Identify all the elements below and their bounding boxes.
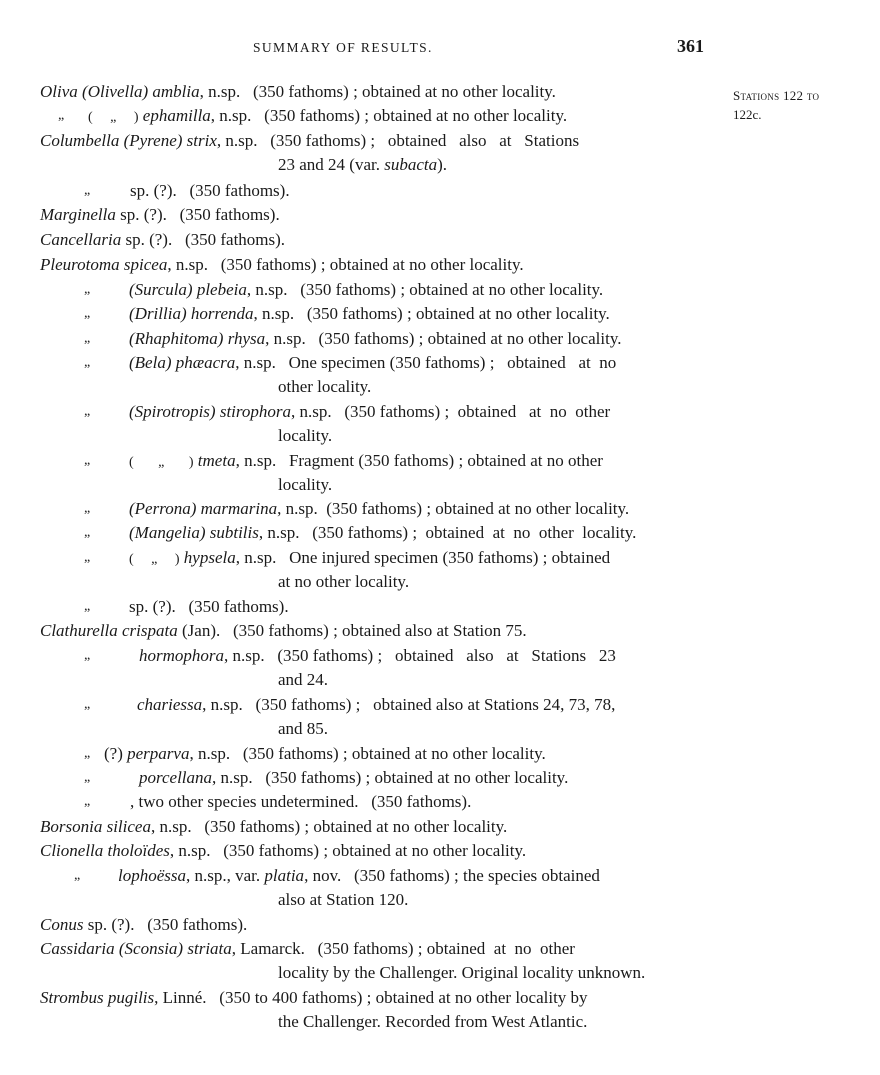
subgenus-name: (Spirotropis)	[129, 402, 216, 421]
entry-text	[129, 521, 636, 545]
subgenus-name: (Drillia)	[129, 304, 187, 323]
ditto-mark: „	[74, 868, 81, 883]
species-entry	[0, 937, 880, 961]
genus-name: Marginella	[40, 205, 116, 224]
species-entry	[0, 839, 880, 863]
species-name: amblia	[152, 82, 200, 101]
entry-details: sp. (?). (350 fathoms).	[129, 597, 289, 616]
species-entry	[0, 278, 880, 302]
species-name: stirophora	[219, 402, 291, 421]
ditto-mark: „	[84, 183, 91, 198]
entry-text	[40, 228, 285, 252]
subgenus-name: (Mangelia)	[129, 523, 206, 542]
continuation-line	[0, 888, 880, 912]
entry-text	[278, 888, 408, 912]
continuation-text: and 85.	[278, 719, 329, 738]
species-entry	[0, 253, 880, 277]
species-entry	[0, 644, 880, 668]
continuation-text: locality.	[278, 475, 333, 494]
species-name: strix	[186, 131, 217, 150]
variety-name: subacta	[384, 155, 438, 174]
entry-text	[40, 129, 579, 153]
species-entry	[0, 521, 880, 545]
entry-text	[40, 815, 507, 839]
species-entry	[0, 693, 880, 717]
entry-details: , n.sp. (350 fathoms) ; obtained at no other locality.	[212, 768, 569, 787]
genus-name: Strombus pugilis	[40, 988, 155, 1007]
ditto-mark: „	[84, 404, 91, 419]
variety-name: platia	[264, 866, 305, 885]
entry-text	[40, 937, 575, 961]
ditto-mark: „	[84, 501, 91, 516]
continuation-text: and 24.	[278, 670, 329, 689]
genus-name: Cancellaria	[40, 230, 122, 249]
entry-details: , n.sp. (350 fathoms) ; obtained at no other locality.	[169, 841, 527, 860]
species-name: perparva	[127, 744, 190, 763]
margin-note-line: 122c.	[733, 107, 762, 122]
entry-text	[129, 278, 603, 302]
species-name: ephamilla	[142, 106, 211, 125]
entry-text	[129, 449, 603, 475]
entry-details: , n.sp. (350 fathoms) ; obtained also at Stations 24, 73, 78,	[202, 695, 616, 714]
continuation-text: other locality.	[278, 377, 372, 396]
entry-text	[278, 153, 447, 177]
entry-details: , n.sp. (350 fathoms) ; obtained at no other locality.	[246, 280, 604, 299]
species-name: porcellana	[139, 768, 213, 787]
entry-details: , Linné. (350 to 400 fathoms) ; obtained at no other locality by	[154, 988, 588, 1007]
species-entry	[0, 203, 880, 227]
entry-text	[130, 179, 290, 203]
entry-text	[118, 864, 600, 888]
species-entry	[0, 104, 880, 128]
subgenus-name: (Olivella)	[82, 82, 149, 101]
entry-details: , n.sp. (350 fathoms) ; obtained at no other locality.	[253, 304, 610, 323]
entry-details: , n.sp. (350 fathoms) ; obtained also at Stations	[216, 131, 580, 150]
entry-text	[129, 595, 289, 619]
continuation-line	[0, 424, 880, 448]
entry-details: , n.sp. (350 fathoms) ; obtained at no other locality.	[277, 499, 630, 518]
ditto-mark: „	[84, 746, 91, 761]
ditto-subgenus: ( „ )	[129, 552, 180, 567]
subgenus-name: (Bela)	[129, 353, 172, 372]
species-name: tmeta	[197, 451, 236, 470]
entry-text	[278, 717, 328, 741]
species-name: hypsela	[183, 548, 236, 567]
entry-details: , n.sp., var.	[186, 866, 265, 885]
entry-text	[278, 1010, 587, 1034]
entry-details: , n.sp. (350 fathoms) ; obtained at no other locality.	[167, 255, 524, 274]
entry-text	[278, 473, 332, 497]
query-prefix: (?)	[104, 744, 128, 763]
species-entry	[0, 546, 880, 570]
entry-details: , n.sp. (350 fathoms) ; obtained at no other	[291, 402, 611, 421]
ditto-mark: „	[84, 306, 91, 321]
ditto-mark: „	[84, 599, 91, 614]
entry-details: , n.sp. One specimen (350 fathoms) ; obtained at no	[235, 353, 617, 372]
genus-name: Columbella	[40, 131, 120, 150]
genus-name: Clathurella crispata	[40, 621, 178, 640]
species-entry	[0, 129, 880, 153]
continuation-line	[0, 153, 880, 177]
species-entry	[0, 228, 880, 252]
entry-text	[139, 766, 568, 790]
species-entry	[0, 913, 880, 937]
entry-text	[40, 839, 526, 863]
continuation-text: locality.	[278, 426, 333, 445]
species-name: plebeia	[196, 280, 247, 299]
subgenus-name: (Perrona)	[129, 499, 197, 518]
subgenus-name: (Rhaphitoma)	[129, 329, 224, 348]
ditto-mark: „	[84, 453, 91, 468]
species-entry	[0, 815, 880, 839]
entry-details: , n.sp. One injured specimen (350 fathoms) ; obtained	[235, 548, 611, 567]
species-entry	[0, 449, 880, 473]
entry-details: , n.sp. (350 fathoms) ; obtained at no other locality.	[189, 744, 546, 763]
entry-text	[129, 400, 610, 424]
ditto-mark: „	[84, 525, 91, 540]
entry-details: , n.sp. (350 fathoms) ; obtained at no other locality.	[210, 106, 568, 125]
entry-details: , n.sp. (350 fathoms) ; obtained at no other locality.	[265, 329, 622, 348]
continuation-line	[0, 717, 880, 741]
entry-text	[129, 351, 616, 375]
ditto-mark: „	[84, 282, 91, 297]
continuation-text: at no other locality.	[278, 572, 410, 591]
entry-details: , n.sp. Fragment (350 fathoms) ; obtained at no other	[235, 451, 603, 470]
species-entry	[0, 80, 880, 104]
entry-text	[278, 424, 332, 448]
species-entry	[0, 179, 880, 203]
species-entry	[0, 400, 880, 424]
continuation-text: 23 and 24 (var.	[278, 155, 385, 174]
entry-details: , n.sp. (350 fathoms) ; obtained also at Stations 23	[224, 646, 616, 665]
entry-details: sp. (?). (350 fathoms).	[115, 205, 280, 224]
entry-text	[129, 497, 629, 521]
species-name: horrenda	[190, 304, 254, 323]
species-name: striata	[187, 939, 232, 958]
continuation-line	[0, 473, 880, 497]
continuation-line	[0, 375, 880, 399]
genus-name: Borsonia silicea	[40, 817, 151, 836]
running-title: SUMMARY OF RESULTS.	[253, 40, 433, 55]
entry-text	[40, 203, 280, 227]
species-entry	[0, 327, 880, 351]
genus-name: Conus	[40, 915, 84, 934]
species-name: chariessa	[137, 695, 203, 714]
ditto-mark: „	[58, 108, 65, 123]
entry-details: , n.sp. (350 fathoms) ; obtained at no other locality.	[150, 817, 508, 836]
continuation-line	[0, 961, 880, 985]
species-name: marmarina	[200, 499, 278, 518]
continuation-text: the Challenger. Recorded from West Atlantic.	[278, 1012, 588, 1031]
entry-text	[40, 619, 527, 643]
genus-name: Cassidaria	[40, 939, 115, 958]
continuation-text: also at Station 120.	[278, 890, 409, 909]
entry-text	[129, 546, 610, 572]
entry-details: sp. (?). (350 fathoms).	[121, 230, 286, 249]
species-entry	[0, 302, 880, 326]
species-name: subtilis	[209, 523, 259, 542]
species-name: lophoëssa	[118, 866, 186, 885]
subgenus-name: (Surcula)	[129, 280, 193, 299]
page-number: 361	[677, 36, 704, 56]
genus-name: Pleurotoma spicea	[40, 255, 168, 274]
entry-text	[40, 986, 588, 1010]
species-entry	[0, 742, 880, 766]
continuation-text: ).	[437, 155, 448, 174]
entry-text	[278, 668, 328, 692]
ditto-mark: „	[84, 697, 91, 712]
subgenus-name: (Sconsia)	[118, 939, 184, 958]
entry-text	[104, 742, 546, 766]
margin-note-line: Stations 122 to	[733, 88, 820, 103]
entry-text	[130, 790, 471, 814]
entry-details: (Jan). (350 fathoms) ; obtained also at Station 75.	[177, 621, 527, 640]
species-entry	[0, 619, 880, 643]
species-entry	[0, 497, 880, 521]
entry-text	[129, 327, 621, 351]
entry-details: , n.sp. (350 fathoms) ; obtained at no other locality.	[258, 523, 637, 542]
entry-text	[129, 302, 610, 326]
entry-text	[278, 961, 645, 985]
ditto-mark: „	[84, 355, 91, 370]
ditto-mark: „	[84, 770, 91, 785]
ditto-mark: „	[84, 794, 91, 809]
subgenus-name: (Pyrene)	[123, 131, 183, 150]
page-header	[0, 36, 880, 60]
entry-details: sp. (?). (350 fathoms).	[130, 181, 290, 200]
entry-text	[40, 913, 247, 937]
species-entry	[0, 595, 880, 619]
ditto-subgenus: ( „ )	[129, 455, 194, 470]
entry-text	[40, 80, 556, 104]
continuation-line	[0, 570, 880, 594]
species-entry	[0, 351, 880, 375]
entry-details: , n.sp. (350 fathoms) ; obtained at no other locality.	[199, 82, 556, 101]
continuation-line	[0, 1010, 880, 1034]
continuation-line	[0, 668, 880, 692]
entry-details: , nov. (350 fathoms) ; the species obtained	[304, 866, 600, 885]
ditto-subgenus: ( „ )	[88, 110, 139, 125]
ditto-mark: „	[84, 331, 91, 346]
entry-text	[88, 104, 567, 130]
entry-details: , two other species undetermined. (350 fathoms).	[130, 792, 472, 811]
ditto-mark: „	[84, 648, 91, 663]
genus-name: Oliva	[40, 82, 78, 101]
entry-details: , Lamarck. (350 fathoms) ; obtained at no other	[231, 939, 575, 958]
species-entry	[0, 986, 880, 1010]
species-name: rhysa	[227, 329, 266, 348]
entry-text	[278, 375, 371, 399]
species-entry	[0, 790, 880, 814]
continuation-text: locality by the Challenger. Original locality unknown.	[278, 963, 646, 982]
entry-text	[137, 693, 615, 717]
entry-details: sp. (?). (350 fathoms).	[83, 915, 248, 934]
genus-name: Clionella tholoïdes	[40, 841, 170, 860]
entry-text	[278, 570, 409, 594]
species-name: hormophora	[139, 646, 225, 665]
species-entry	[0, 766, 880, 790]
entry-text	[40, 253, 524, 277]
species-name: phæacra	[175, 353, 236, 372]
entry-text	[139, 644, 616, 668]
species-entry	[0, 864, 880, 888]
ditto-mark: „	[84, 550, 91, 565]
